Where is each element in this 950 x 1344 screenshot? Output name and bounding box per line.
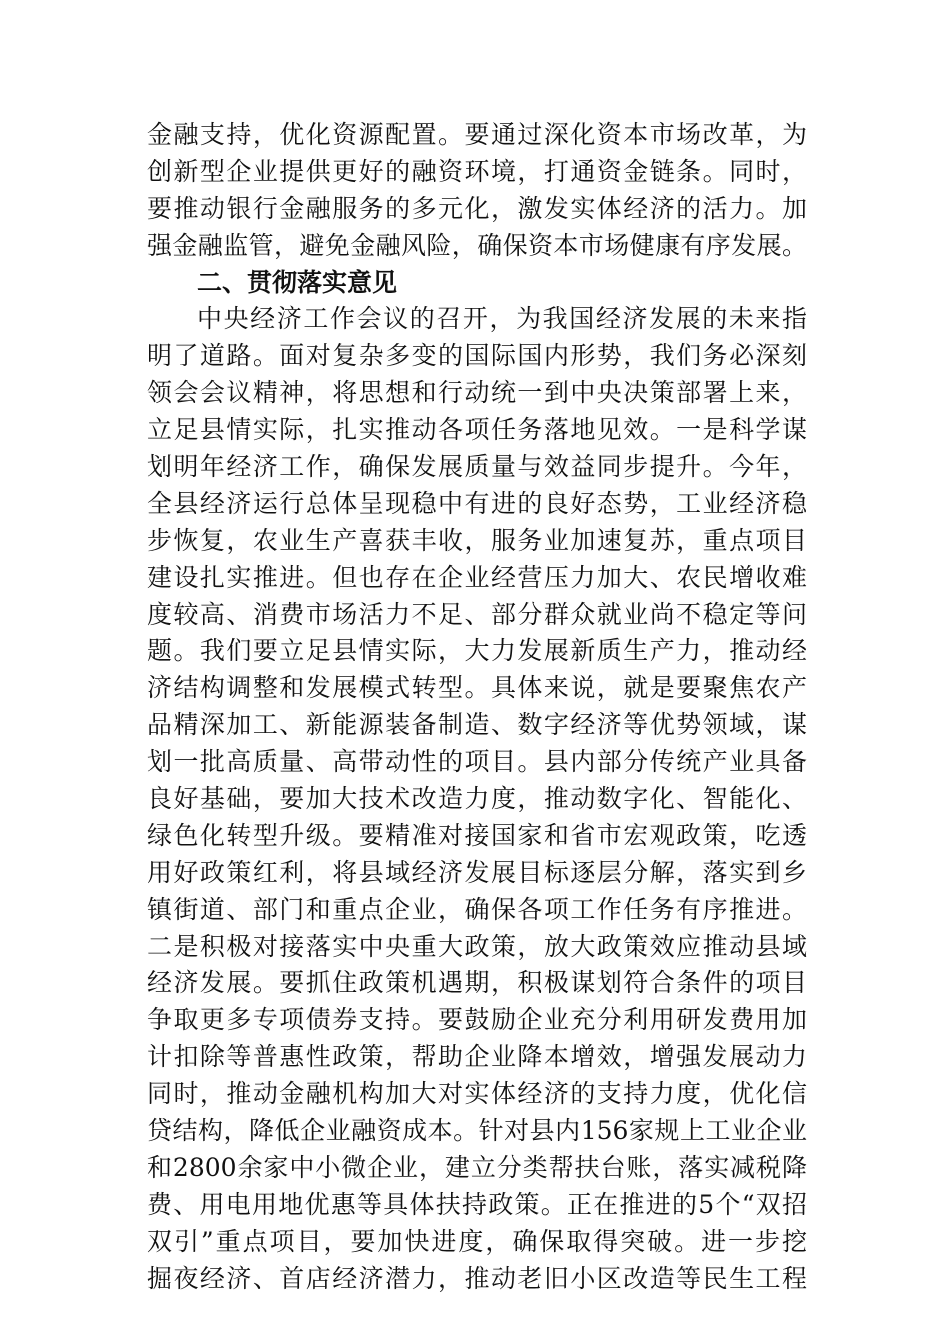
text-line: 立足县情实际，扎实推动各项任务落地见效。一是科学谋 xyxy=(147,415,807,445)
text-line: 领会会议精神，将思想和行动统一到中央决策部署上来， xyxy=(147,378,807,408)
text-line: 双引”重点项目，要加快进度，确保取得突破。进一步挖 xyxy=(147,1226,807,1256)
text-line: 要推动银行金融服务的多元化，激发实体经济的活力。加 xyxy=(147,193,807,223)
text-line: 镇街道、部门和重点企业，确保各项工作任务有序推进。 xyxy=(147,894,807,924)
text-line: 经济发展。要抓住政策机遇期，积极谋划符合条件的项目 xyxy=(147,968,807,998)
text-line: 强金融监管，避免金融风险，确保资本市场健康有序发展。 xyxy=(147,230,807,260)
text-line: 题。我们要立足县情实际，大力发展新质生产力，推动经 xyxy=(147,636,807,666)
text-line: 良好基础，要加大技术改造力度，推动数字化、智能化、 xyxy=(147,784,807,814)
text-line: 争取更多专项债券支持。要鼓励企业充分利用研发费用加 xyxy=(147,1005,807,1035)
text-line: 划明年经济工作，确保发展质量与效益同步提升。今年， xyxy=(147,452,807,482)
text-line: 中央经济工作会议的召开，为我国经济发展的未来指 xyxy=(197,304,807,334)
text-line: 济结构调整和发展模式转型。具体来说，就是要聚焦农产 xyxy=(147,673,807,703)
text-line: 金融支持，优化资源配置。要通过深化资本市场改革，为 xyxy=(147,120,807,149)
text-line: 计扣除等普惠性政策，帮助企业降本增效，增强发展动力 xyxy=(147,1042,807,1072)
text-line: 明了道路。面对复杂多变的国际国内形势，我们务必深刻 xyxy=(147,341,807,371)
text-line: 同时，推动金融机构加大对实体经济的支持力度，优化信 xyxy=(147,1079,807,1109)
text-line: 二是积极对接落实中央重大政策，放大政策效应推动县域 xyxy=(147,931,807,961)
text-line: 步恢复，农业生产喜获丰收，服务业加速复苏，重点项目 xyxy=(147,525,807,555)
text-line: 绿色化转型升级。要精准对接国家和省市宏观政策，吃透 xyxy=(147,820,807,850)
text-line: 掘夜经济、首店经济潜力，推动老旧小区改造等民生工程 xyxy=(147,1263,807,1293)
text-line: 费、用电用地优惠等具体扶持政策。正在推进的5个“双招 xyxy=(147,1189,807,1219)
text-line: 贷结构，降低企业融资成本。针对县内156家规上工业企业 xyxy=(147,1116,807,1146)
section-heading: 二、贯彻落实意见 xyxy=(197,267,398,297)
document-body xyxy=(147,117,807,1298)
text-line: 度较高、消费市场活力不足、部分群众就业尚不稳定等问 xyxy=(147,599,807,629)
text-line: 和2800余家中小微企业，建立分类帮扶台账，落实减税降 xyxy=(147,1152,807,1182)
text-line: 用好政策红利，将县域经济发展目标逐层分解，落实到乡 xyxy=(147,857,807,887)
text-line: 品精深加工、新能源装备制造、数字经济等优势领域，谋 xyxy=(147,710,807,740)
paragraph-2 xyxy=(147,301,807,1297)
text-line: 创新型企业提供更好的融资环境，打通资金链条。同时， xyxy=(147,156,807,186)
text-line: 建设扎实推进。但也存在企业经营压力加大、农民增收难 xyxy=(147,562,807,592)
text-line: 划一批高质量、高带动性的项目。县内部分传统产业具备 xyxy=(147,747,807,777)
text-line: 全县经济运行总体呈现稳中有进的良好态势，工业经济稳 xyxy=(147,488,807,518)
paragraph-1 xyxy=(147,117,807,265)
